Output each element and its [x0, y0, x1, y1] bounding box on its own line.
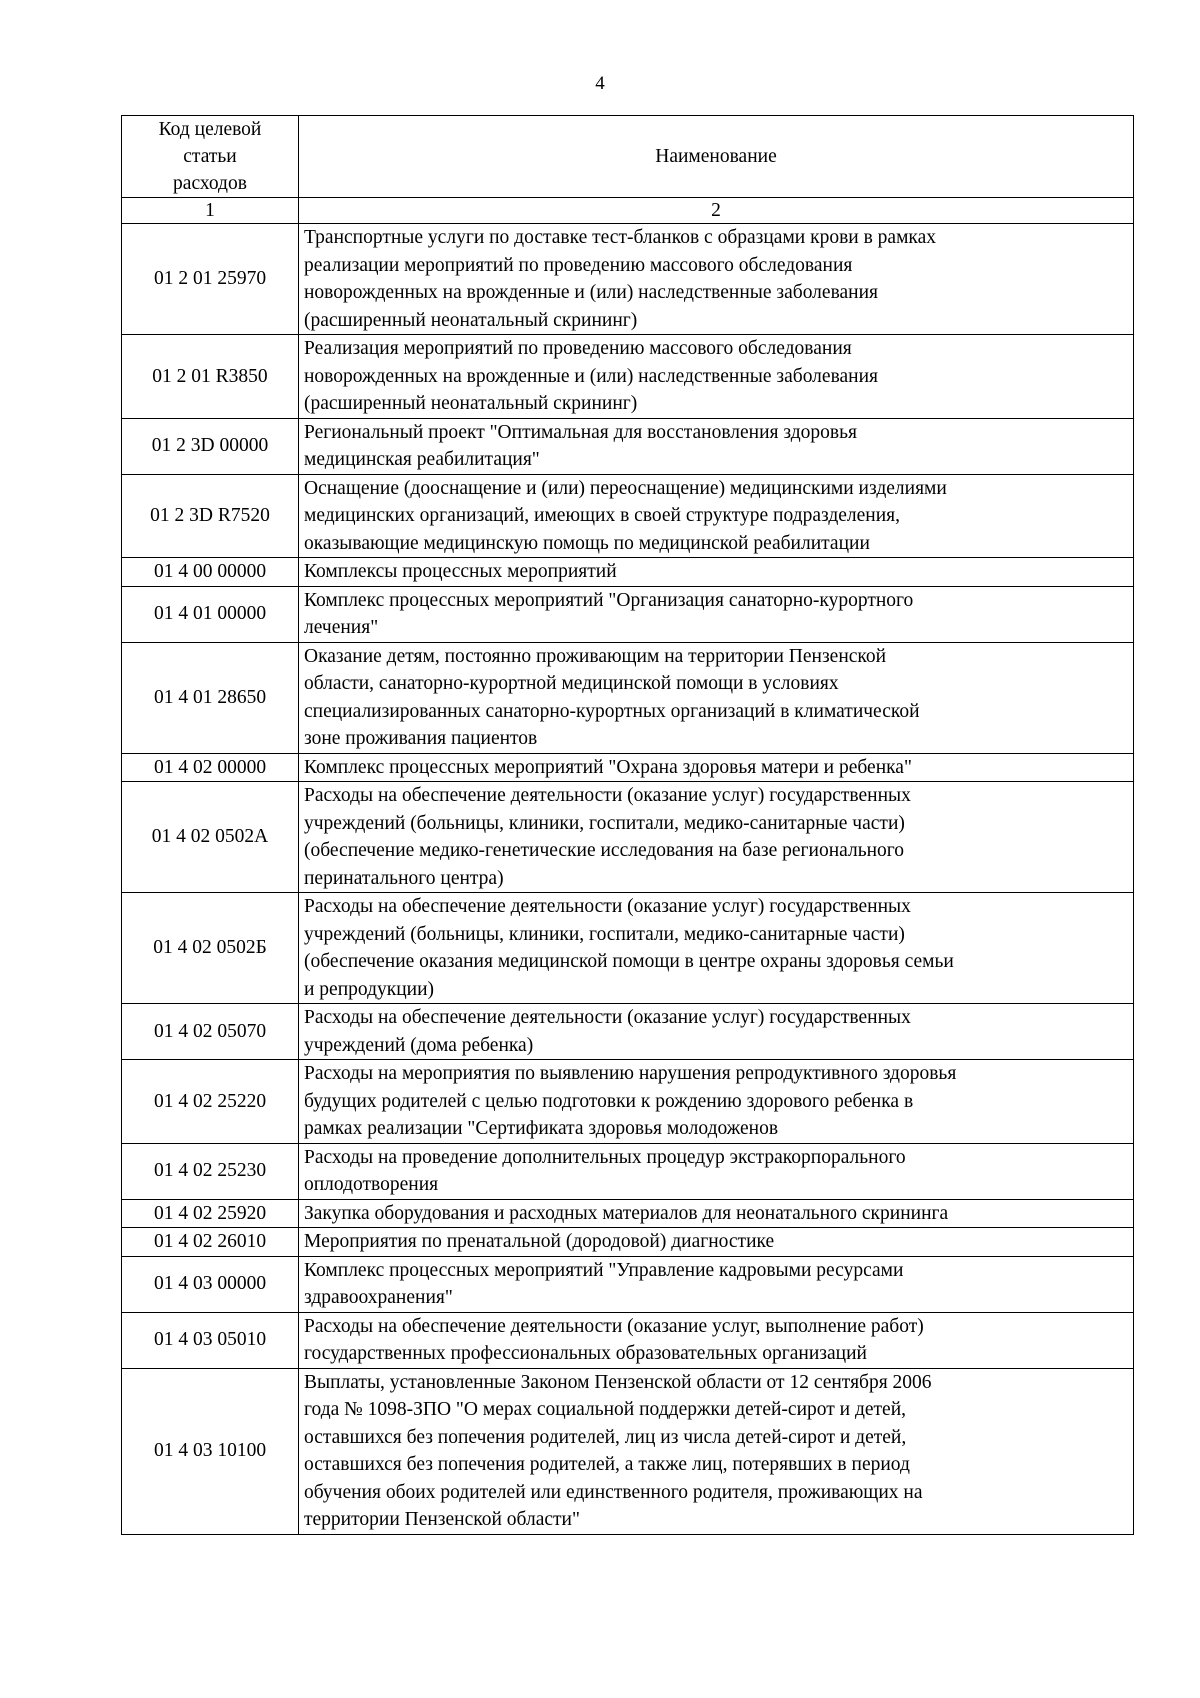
- row-name-line: оставшихся без попечения родителей, а также лиц, потерявших в период: [304, 1454, 910, 1475]
- row-name: [299, 558, 1134, 587]
- row-name-line: государственных профессиональных образовательных организаций: [304, 1343, 867, 1364]
- table-row: [122, 1228, 1134, 1257]
- row-code: 01 4 02 25220: [122, 1060, 299, 1144]
- row-name-line: (обеспечение медико-генетические исследования на базе регионального: [304, 840, 905, 861]
- row-name-line: специализированных санаторно-курортных организаций в климатической: [304, 700, 920, 722]
- table-row: [122, 1004, 1134, 1060]
- table-header-row: [122, 116, 1134, 198]
- row-name: [299, 893, 1134, 1004]
- table-row: [122, 474, 1134, 558]
- row-name-line: Комплекс процессных мероприятий "Организация санаторно-курортного: [304, 589, 914, 611]
- row-name-line: Комплекс процессных мероприятий "Охрана здоровья матери и ребенка": [304, 756, 912, 778]
- row-name: [299, 1312, 1134, 1368]
- row-name-line: и репродукции): [304, 978, 435, 1000]
- header-code-line: расходов: [173, 173, 247, 194]
- row-name-line: реализации мероприятий по проведению массового обследования: [304, 254, 853, 276]
- row-name: [299, 418, 1134, 474]
- row-name-line: Оснащение (дооснащение и (или) переоснащение) медицинскими изделиями: [304, 477, 947, 499]
- header-code: [122, 116, 299, 198]
- row-name-line: территории Пензенской области": [304, 1509, 580, 1530]
- page-number: 4: [595, 73, 605, 94]
- row-name-line: медицинских организаций, имеющих в своей структуре подразделения,: [304, 505, 901, 526]
- row-name-line: Транспортные услуги по доставке тест-бланков с образцами крови в рамках: [304, 227, 936, 248]
- row-name: [299, 1228, 1134, 1257]
- row-name-line: новорожденных на врожденные и (или) наследственные заболевания: [304, 365, 879, 387]
- row-name-line: Реализация мероприятий по проведению массового обследования: [304, 338, 852, 359]
- row-code: 01 4 03 00000: [122, 1256, 299, 1312]
- row-name-line: Расходы на проведение дополнительных процедур экстракорпорального: [304, 1146, 906, 1168]
- row-name-line: медицинская реабилитация": [304, 449, 540, 470]
- row-name-line: Расходы на обеспечение деятельности (оказание услуг) государственных: [304, 896, 911, 917]
- row-name-line: новорожденных на врожденные и (или) наследственные заболевания: [304, 282, 879, 303]
- row-name-line: оказывающие медицинскую помощь по медицинской реабилитации: [304, 532, 870, 554]
- row-code: 01 2 3D R7520: [122, 474, 299, 558]
- row-name: [299, 753, 1134, 782]
- row-name-line: учреждений (больницы, клиники, госпитали, медико-санитарные части): [304, 923, 905, 945]
- row-name-line: Расходы на мероприятия по выявлению нарушения репродуктивного здоровья: [304, 1063, 957, 1084]
- row-name: [299, 782, 1134, 893]
- row-name-line: лечения": [304, 617, 379, 638]
- table-row: [122, 753, 1134, 782]
- row-name: [299, 224, 1134, 335]
- header-code-line: Код целевой: [158, 119, 262, 140]
- row-code: 01 4 02 00000: [122, 753, 299, 782]
- row-code: 01 4 02 05070: [122, 1004, 299, 1060]
- column-number-2: 2: [299, 198, 1134, 224]
- row-name-line: зоне проживания пациентов: [304, 728, 538, 749]
- row-name-line: (обеспечение оказания медицинской помощи в центре охраны здоровья семьи: [304, 951, 954, 972]
- table-row: [122, 224, 1134, 335]
- row-name-line: Закупка оборудования и расходных материалов для неонатального скрининга: [304, 1202, 949, 1224]
- row-name: [299, 1256, 1134, 1312]
- row-name-line: перинатального центра): [304, 867, 504, 889]
- row-name-line: области, санаторно-курортной медицинской помощи в условиях: [304, 673, 839, 694]
- table-row: [122, 642, 1134, 753]
- table-row: [122, 558, 1134, 587]
- row-name-line: (расширенный неонатальный скрининг): [304, 393, 638, 414]
- row-name-line: Выплаты, установленные Законом Пензенской области от 12 сентября 2006: [304, 1371, 932, 1393]
- row-name-line: Расходы на обеспечение деятельности (оказание услуг) государственных: [304, 785, 911, 806]
- row-name: [299, 1368, 1134, 1534]
- row-code: 01 4 02 25230: [122, 1143, 299, 1199]
- table-body: [122, 224, 1134, 1535]
- row-code: 01 4 03 10100: [122, 1368, 299, 1534]
- table-row: [122, 1060, 1134, 1144]
- row-code: 01 2 01 R3850: [122, 335, 299, 419]
- row-name-line: оплодотворения: [304, 1174, 439, 1195]
- row-name: [299, 1004, 1134, 1060]
- column-number-row: [122, 198, 1134, 224]
- row-name: [299, 474, 1134, 558]
- row-code: 01 4 02 25920: [122, 1199, 299, 1228]
- row-name-line: года № 1098-ЗПО "О мерах социальной поддержки детей-сирот и детей,: [304, 1399, 907, 1420]
- table-row: [122, 893, 1134, 1004]
- row-name-line: Оказание детям, постоянно проживающим на территории Пензенской: [304, 645, 887, 667]
- row-name-line: (расширенный неонатальный скрининг): [304, 309, 638, 331]
- row-name-line: оставшихся без попечения родителей, лиц из числа детей-сирот и детей,: [304, 1426, 907, 1448]
- row-name-line: будущих родителей с целью подготовки к рождению здорового ребенка в: [304, 1090, 914, 1112]
- row-name-line: Комплекс процессных мероприятий "Управление кадровыми ресурсами: [304, 1259, 904, 1281]
- table-row: [122, 586, 1134, 642]
- row-name-line: обучения обоих родителей или единственного родителя, проживающих на: [304, 1481, 923, 1503]
- budget-code-table: [121, 115, 1134, 1535]
- row-name: [299, 335, 1134, 419]
- row-code: 01 4 01 00000: [122, 586, 299, 642]
- row-name-line: рамках реализации "Сертификата здоровья молодоженов: [304, 1118, 779, 1139]
- row-code: 01 4 02 0502Б: [122, 893, 299, 1004]
- row-code: 01 4 01 28650: [122, 642, 299, 753]
- row-name-line: Региональный проект "Оптимальная для восстановления здоровья: [304, 421, 857, 443]
- row-name-line: Расходы на обеспечение деятельности (оказание услуг) государственных: [304, 1007, 911, 1028]
- row-name-line: учреждений (больницы, клиники, госпитали, медико-санитарные части): [304, 812, 905, 834]
- row-name: [299, 586, 1134, 642]
- table-row: [122, 1199, 1134, 1228]
- row-code: 01 4 02 0502А: [122, 782, 299, 893]
- row-name-line: здравоохранения": [304, 1287, 453, 1308]
- row-code: 01 4 03 05010: [122, 1312, 299, 1368]
- row-code: 01 4 00 00000: [122, 558, 299, 587]
- row-name-line: Мероприятия по пренатальной (дородовой) диагностике: [304, 1231, 775, 1252]
- row-code: 01 2 01 25970: [122, 224, 299, 335]
- table-row: [122, 1312, 1134, 1368]
- header-code-line: статьи: [183, 146, 237, 167]
- row-name: [299, 1143, 1134, 1199]
- row-name-line: учреждений (дома ребенка): [304, 1034, 534, 1056]
- column-number-1: 1: [122, 198, 299, 224]
- row-code: 01 4 02 26010: [122, 1228, 299, 1257]
- table-row: [122, 335, 1134, 419]
- row-name: [299, 1199, 1134, 1228]
- row-name-line: Расходы на обеспечение деятельности (оказание услуг, выполнение работ): [304, 1315, 924, 1337]
- row-name: [299, 1060, 1134, 1144]
- row-code: 01 2 3D 00000: [122, 418, 299, 474]
- row-name-line: Комплексы процессных мероприятий: [304, 561, 617, 582]
- header-name: Наименование: [299, 116, 1134, 198]
- row-name: [299, 642, 1134, 753]
- table-row: [122, 1256, 1134, 1312]
- table-row: [122, 782, 1134, 893]
- table-row: [122, 418, 1134, 474]
- table-row: [122, 1368, 1134, 1534]
- table-row: [122, 1143, 1134, 1199]
